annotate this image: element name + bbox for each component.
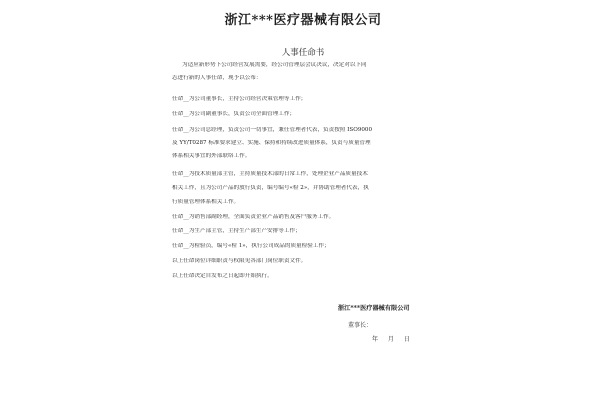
- appointment-line: 行质量管理体系相关工作。: [172, 199, 240, 205]
- appointment-line: 任命__为检验员，编号«检 1»，执行公司成品的质量检验工作；: [172, 243, 330, 249]
- appointment-line: 任命__为公司总经理，负责公司一切事宜，兼任管理者代表，负责按照 ISO9000: [172, 127, 373, 133]
- signature-company: 浙江***医疗器械有限公司: [338, 305, 410, 312]
- appointment-line: 任命__为销售部副经理，全面负责企业产品销售及客户服务工作。: [172, 214, 335, 220]
- appointment-line: 体系相关事宜的外部联络工作。: [172, 153, 251, 159]
- appointment-line: 以上任命岗位详细职责与权限见各部门岗位职责文件。: [172, 258, 307, 264]
- signature-date: 年 月 日: [372, 336, 410, 343]
- intro-line: 为适应新形势下公司经营发展需要，经公司管理层会议决议，决定对以下同: [182, 62, 367, 68]
- appointment-line: 以上任命决定自发布之日起即开始执行。: [172, 273, 273, 279]
- appointment-line: 任命__为公司副董事长，负责公司全面管理工作；: [172, 111, 296, 117]
- signature-chairman: 董事长：: [348, 322, 373, 329]
- appointment-line: 及 YY/T0287 标准要求建立、实施、保持和持续改进质量体系，负责与质量管理: [172, 140, 371, 146]
- appointment-line: 任命__为生产部主管，主持生产部生产安排等工作；: [172, 228, 301, 234]
- intro-line: 志进行新的人事任命，现予以公布：: [172, 75, 262, 81]
- appointment-line: 任命__为公司董事长，主持公司经营决策管理等工作；: [172, 96, 307, 102]
- company-title: 浙江***医疗器械有限公司: [224, 13, 382, 28]
- document-page: [172, 0, 434, 400]
- document-title: 人事任命书: [281, 48, 325, 58]
- appointment-line: 相关工作，且为公司产品的放行负责，编号编号«检 2»，并协助管理者代表，执: [172, 185, 369, 191]
- appointment-line: 任命__为技术质量部主管，主持质量技术部的日常工作，处理企业产品质量技术: [172, 171, 368, 177]
